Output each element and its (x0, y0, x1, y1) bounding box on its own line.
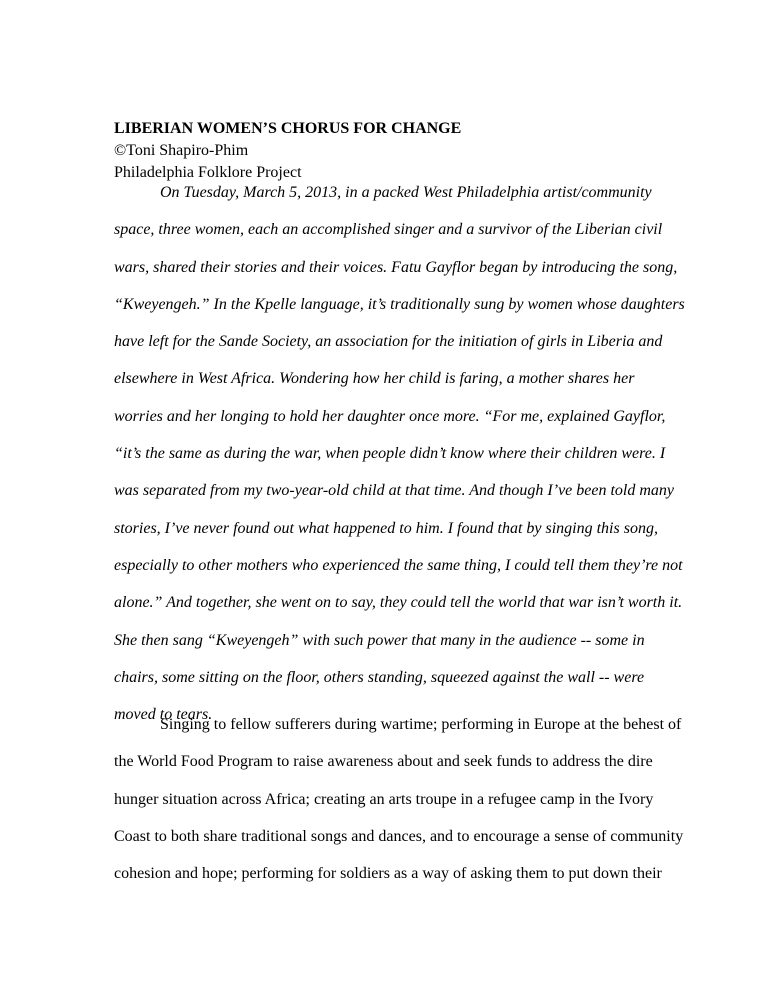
text-line: was separated from my two-year-old child at that time. And though I’ve been told many (114, 482, 675, 500)
text-line: have left for the Sande Society, an association for the initiation of girls in Liberia and (114, 333, 663, 351)
text-line: cohesion and hope; performing for soldiers as a way of asking them to put down their (114, 865, 662, 883)
text-line: Coast to both share traditional songs and dances, and to encourage a sense of community (114, 827, 684, 845)
text-line: especially to other mothers who experienced the same thing, I could tell them they’re not (114, 556, 683, 574)
text-line: stories, I’ve never found out what happened to him. I found that by singing this song, (114, 519, 658, 537)
text-line: alone.” And together, she went on to say, they could tell the world that war isn’t worth it. (114, 594, 683, 612)
text-line: the World Food Program to raise awareness about and seek funds to address the dire (114, 753, 653, 771)
document-title: LIBERIAN WOMEN’S CHORUS FOR CHANGE (114, 120, 462, 137)
text-line: On Tuesday, March 5, 2013, in a packed West Philadelphia artist/community (160, 184, 652, 201)
text-line: moved to tears. (114, 706, 213, 724)
text-line: chairs, some sitting on the floor, others standing, squeezed against the wall -- were (114, 668, 645, 686)
organization-line: Philadelphia Folklore Project (114, 164, 302, 181)
text-line: wars, shared their stories and their voices. Fatu Gayflor began by introducing the song, (114, 258, 678, 276)
paragraph-intro (114, 174, 685, 733)
text-line: Singing to fellow sufferers during wartime; performing in Europe at the behest of (160, 716, 682, 733)
text-line: space, three women, each an accomplished singer and a survivor of the Liberian civil (114, 221, 663, 239)
text-line: elsewhere in West Africa. Wondering how her child is faring, a mother shares her (114, 370, 635, 388)
text-line: hunger situation across Africa; creating an arts troupe in a refugee camp in the Ivory (114, 790, 654, 808)
author-line: ©Toni Shapiro-Phim (114, 142, 249, 159)
text-line: worries and her longing to hold her daughter once more. “For me, explained Gayflor, (114, 407, 666, 425)
text-line: She then sang “Kweyengeh” with such power that many in the audience -- some in (114, 631, 645, 649)
paragraph-body (114, 706, 684, 892)
text-line: “it’s the same as during the war, when people didn’t know where their children were. I (114, 445, 666, 463)
text-line: “Kweyengeh.” In the Kpelle language, it’s traditionally sung by women whose daughters (114, 295, 685, 313)
